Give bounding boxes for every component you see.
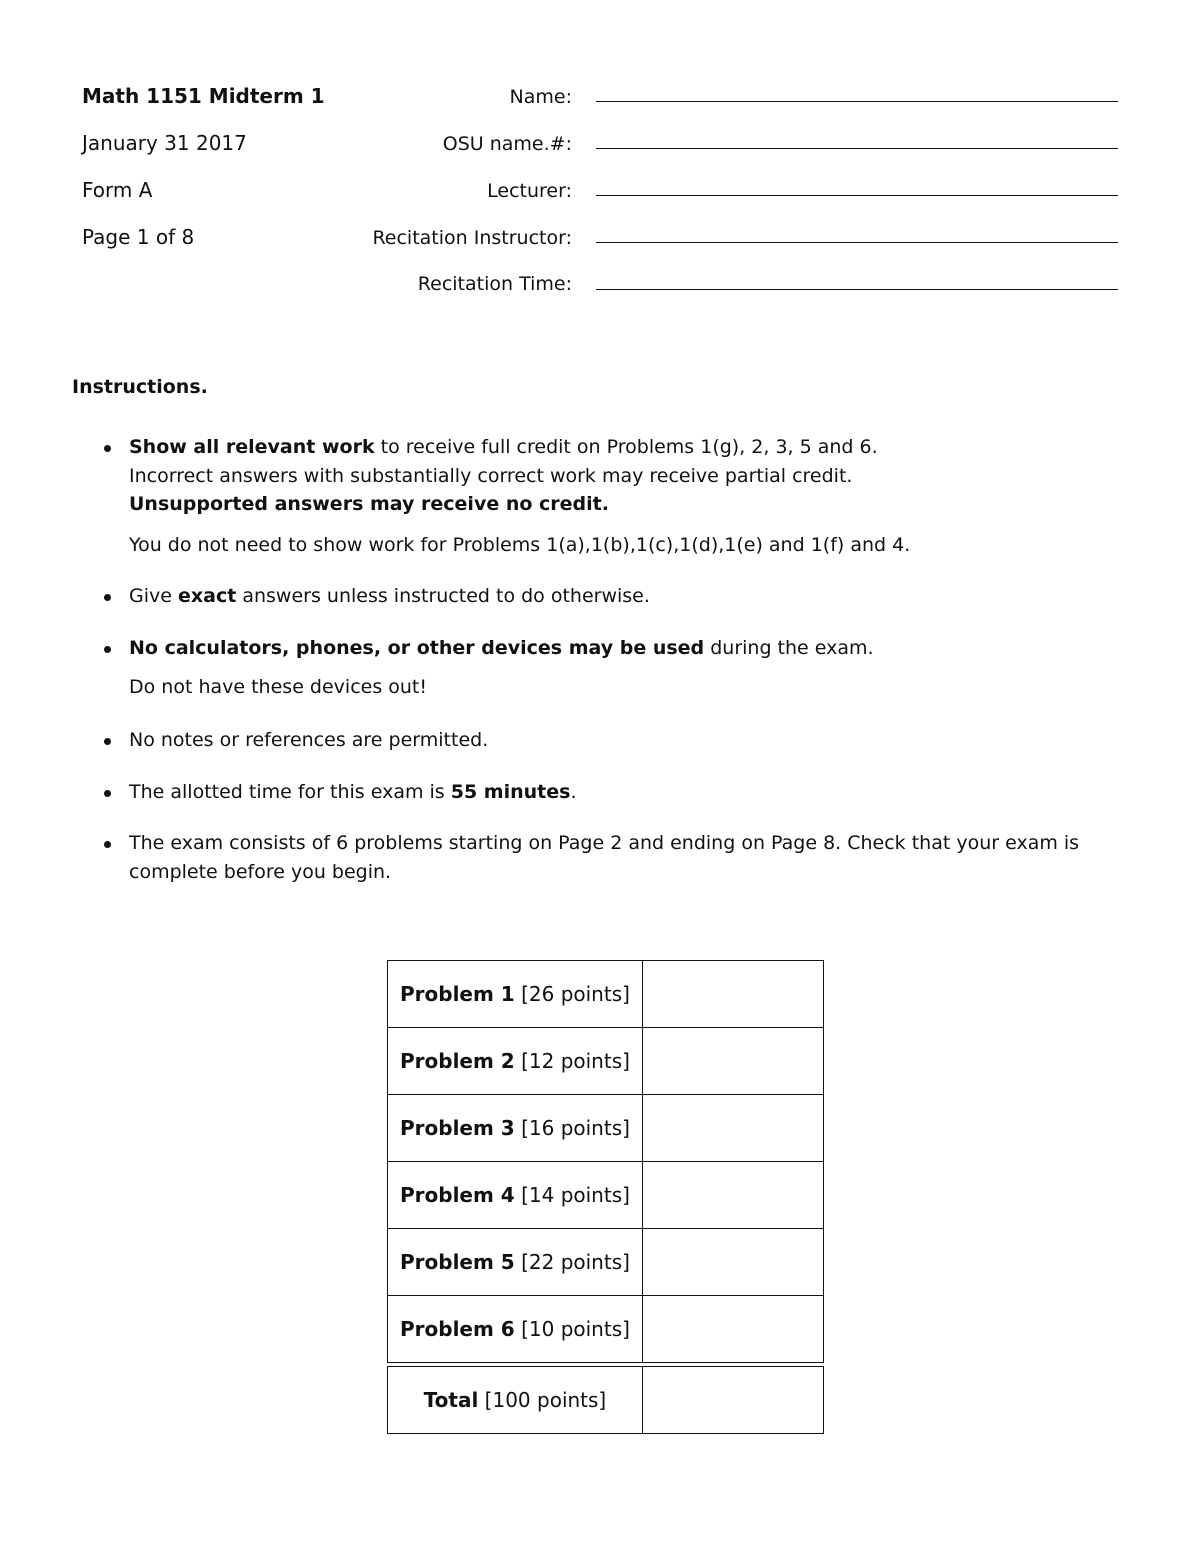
table-row xyxy=(388,1162,824,1229)
table-row xyxy=(388,1229,824,1296)
instruction-exam-pages-cont: complete before you begin. xyxy=(129,861,392,883)
instructions-heading: Instructions. xyxy=(72,376,208,398)
instruction-exam-pages: The exam consists of 6 problems starting on Page 2 and ending on Page 8. Check that your exam is xyxy=(129,832,1080,854)
score-table xyxy=(387,960,824,1434)
total-row xyxy=(388,1367,824,1434)
bullet-icon xyxy=(104,594,111,601)
problem-label: Problem 3 [16 points] xyxy=(388,1095,643,1162)
total-label: Total [100 points] xyxy=(388,1367,643,1434)
score-box[interactable] xyxy=(642,1229,823,1296)
recitation-time-label: Recitation Time: xyxy=(417,273,572,295)
instruction-unsupported: Unsupported answers may receive no credit. xyxy=(129,493,609,515)
table-row xyxy=(388,1028,824,1095)
recitation-instructor-field[interactable] xyxy=(596,242,1118,243)
score-box[interactable] xyxy=(642,961,823,1028)
exam-date: January 31 2017 xyxy=(82,131,247,155)
bullet-icon xyxy=(104,646,111,653)
osu-name-field[interactable] xyxy=(596,148,1118,149)
table-row xyxy=(388,961,824,1028)
lecturer-field[interactable] xyxy=(596,195,1118,196)
bullet-icon xyxy=(104,738,111,745)
instruction-no-work-needed: You do not need to show work for Problems 1(a),1(b),1(c),1(d),1(e) and 1(f) and 4. xyxy=(129,534,911,556)
lecturer-label: Lecturer: xyxy=(487,180,572,202)
exam-form: Form A xyxy=(82,178,153,202)
problem-label: Problem 5 [22 points] xyxy=(388,1229,643,1296)
table-row xyxy=(388,1095,824,1162)
instruction-exact-answers: Give exact answers unless instructed to do otherwise. xyxy=(129,585,650,607)
course-title: Math 1151 Midterm 1 xyxy=(82,84,325,108)
name-field[interactable] xyxy=(596,101,1118,102)
score-box[interactable] xyxy=(642,1095,823,1162)
total-score-box[interactable] xyxy=(642,1367,823,1434)
instruction-no-notes: No notes or references are permitted. xyxy=(129,729,489,751)
table-row xyxy=(388,1296,824,1363)
instruction-partial-credit: Incorrect answers with substantially correct work may receive partial credit. xyxy=(129,465,853,487)
instruction-devices-out: Do not have these devices out! xyxy=(129,676,427,698)
recitation-instructor-label: Recitation Instructor: xyxy=(372,227,572,249)
score-box[interactable] xyxy=(642,1028,823,1095)
bullet-icon xyxy=(104,841,111,848)
bullet-icon xyxy=(104,790,111,797)
recitation-time-field[interactable] xyxy=(596,289,1118,290)
instruction-time: The allotted time for this exam is 55 minutes. xyxy=(129,781,577,803)
score-box[interactable] xyxy=(642,1296,823,1363)
bullet-icon xyxy=(104,445,111,452)
problem-label: Problem 6 [10 points] xyxy=(388,1296,643,1363)
score-box[interactable] xyxy=(642,1162,823,1229)
problem-label: Problem 4 [14 points] xyxy=(388,1162,643,1229)
instruction-no-calculators: No calculators, phones, or other devices may be used during the exam. xyxy=(129,637,874,659)
problem-label: Problem 1 [26 points] xyxy=(388,961,643,1028)
name-label: Name: xyxy=(509,86,572,108)
instruction-show-work: Show all relevant work to receive full credit on Problems 1(g), 2, 3, 5 and 6. xyxy=(129,436,878,458)
page-number: Page 1 of 8 xyxy=(82,225,195,249)
osu-name-label: OSU name.#: xyxy=(442,133,572,155)
problem-label: Problem 2 [12 points] xyxy=(388,1028,643,1095)
